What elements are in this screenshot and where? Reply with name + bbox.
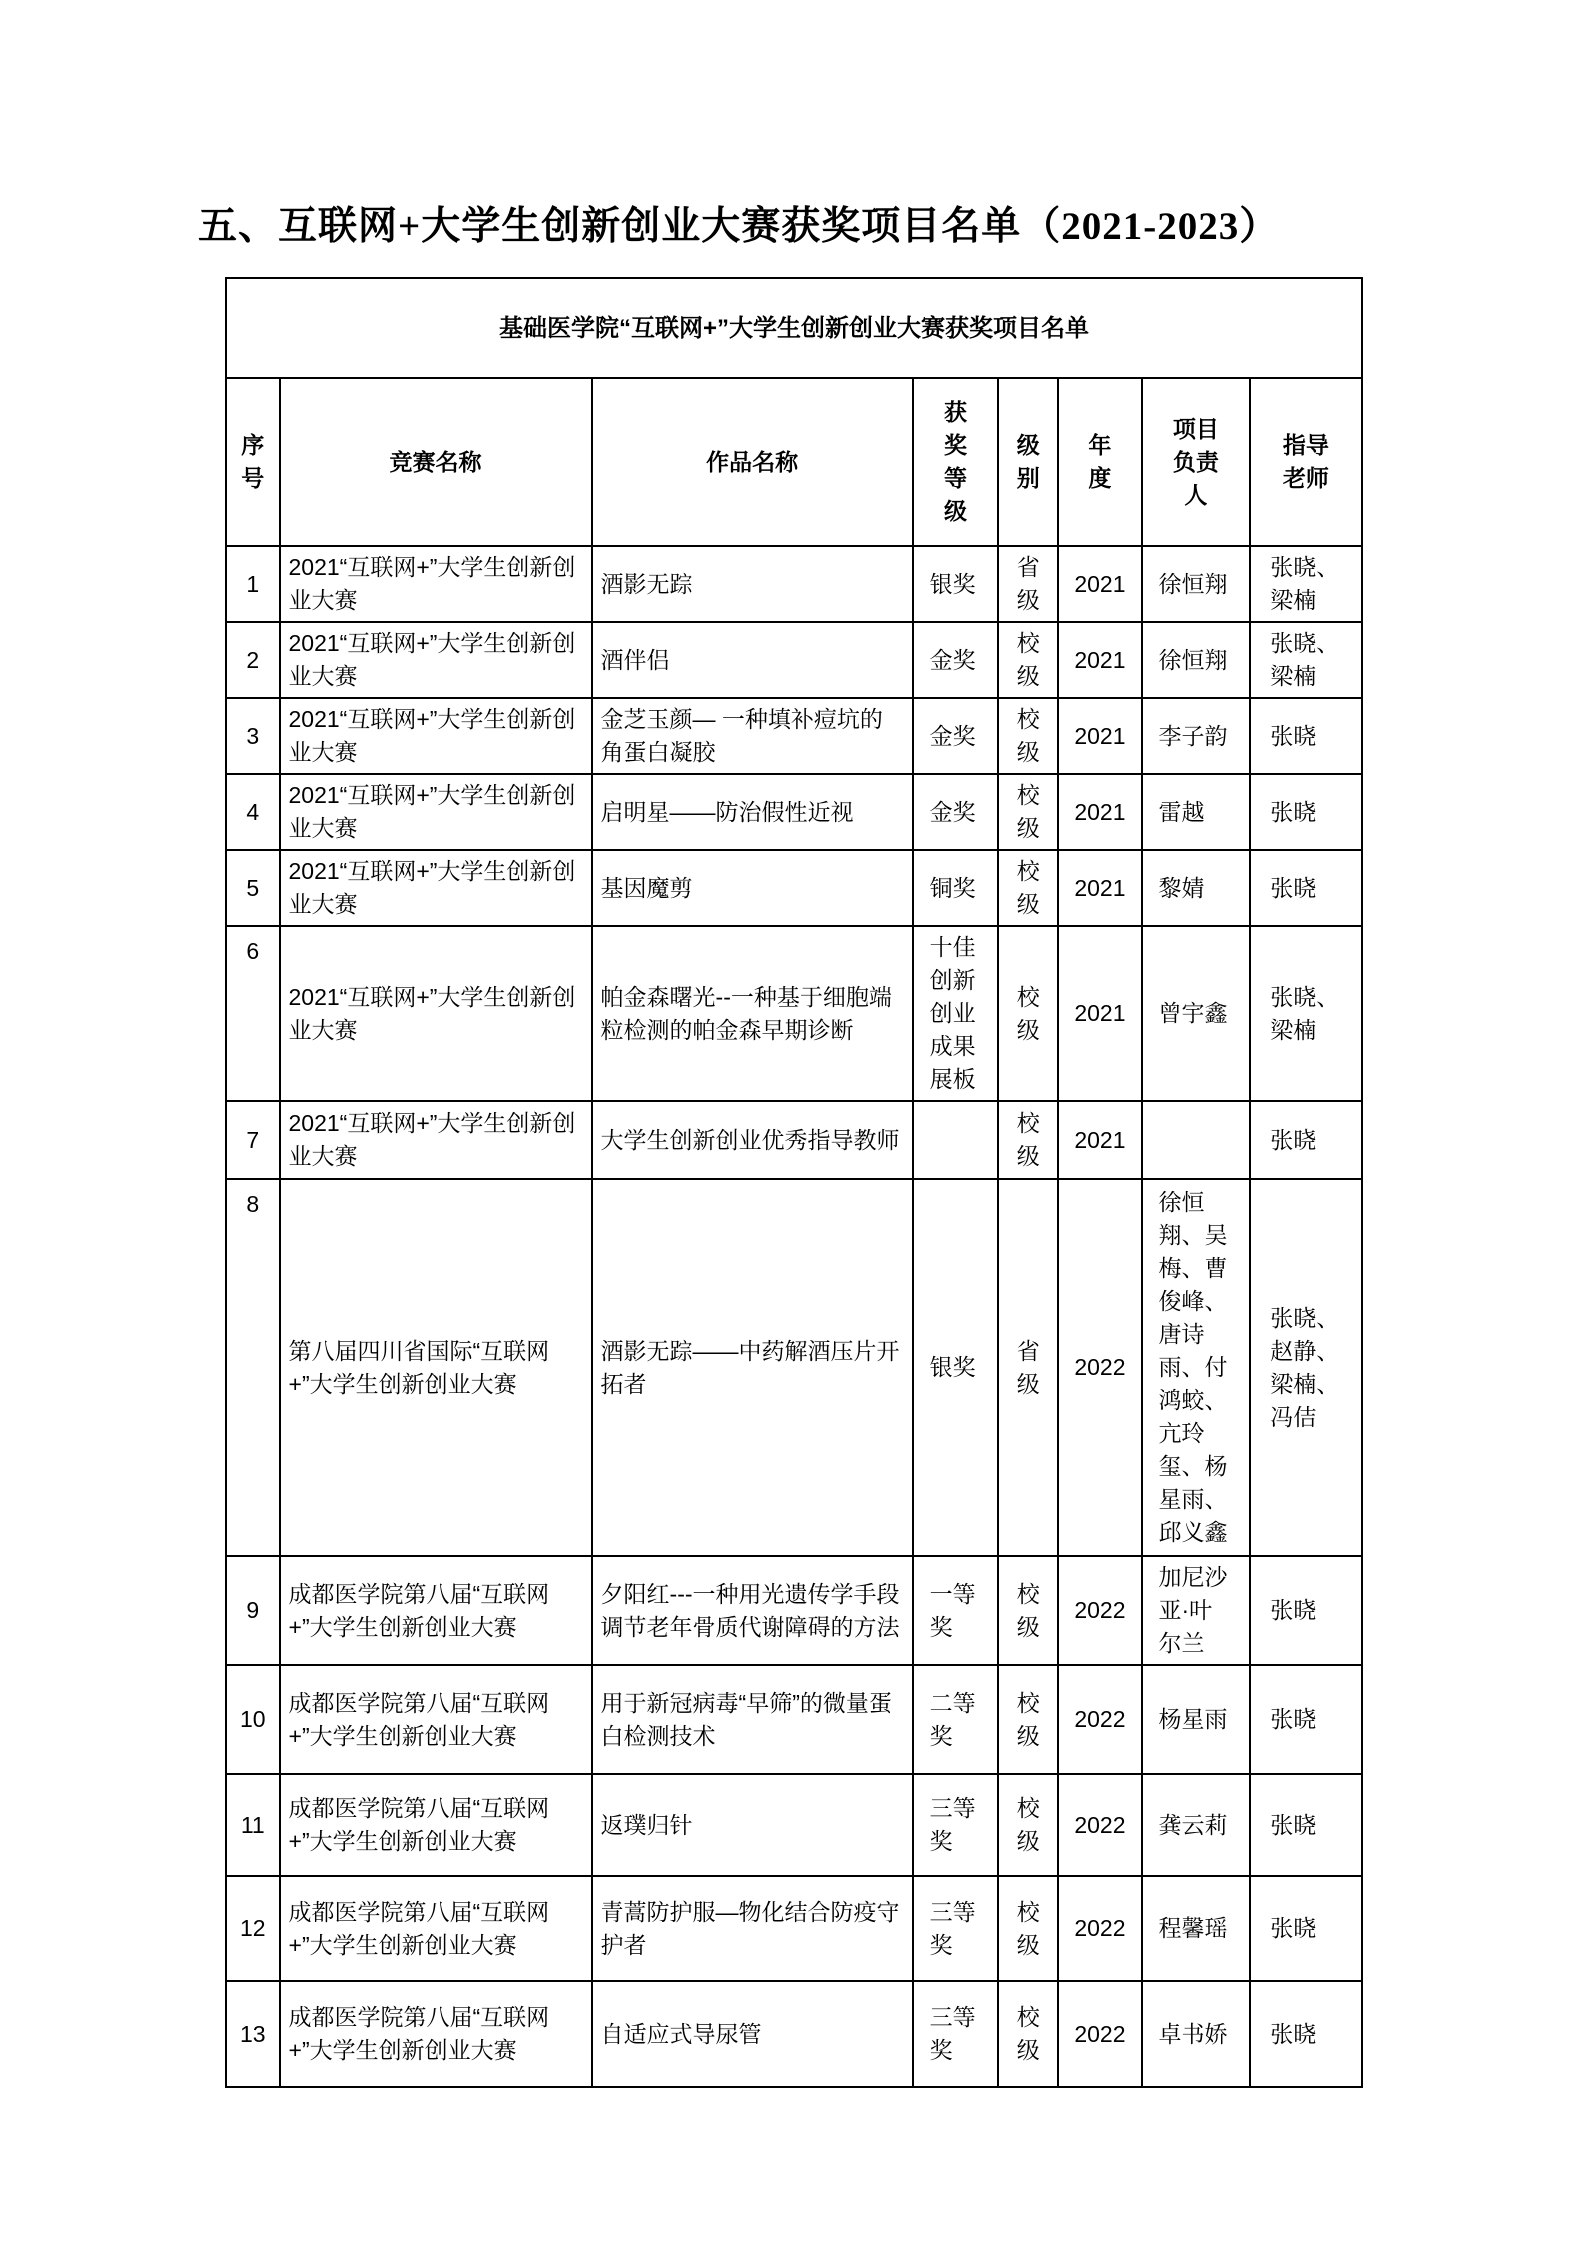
cell-competition: 成都医学院第八届“互联网+”大学生创新创业大赛 [280,1556,592,1665]
table-row [226,622,1362,698]
cell-serial: 6 [226,926,280,1101]
cell-leader: 徐恒翔 [1142,546,1250,622]
col-header-serial: 序号 [226,378,280,546]
col-header-award: 获奖等级 [913,378,999,546]
cell-year: 2022 [1058,1876,1142,1981]
table-caption-row [226,278,1362,378]
table-header-row [226,378,1362,546]
cell-award: 金奖 [913,698,999,774]
cell-work: 酒影无踪 [592,546,913,622]
cell-work: 酒影无踪——中药解酒压片开拓者 [592,1179,913,1556]
cell-teacher: 张晓 [1250,1774,1362,1876]
cell-serial: 1 [226,546,280,622]
cell-serial: 2 [226,622,280,698]
col-header-competition: 竞赛名称 [280,378,592,546]
cell-teacher: 张晓 [1250,698,1362,774]
cell-level: 校级 [998,850,1058,926]
cell-award: 三等奖 [913,1876,999,1981]
cell-level: 省级 [998,546,1058,622]
table-row [226,546,1362,622]
cell-work: 大学生创新创业优秀指导教师 [592,1101,913,1179]
cell-level: 校级 [998,698,1058,774]
cell-award: 银奖 [913,546,999,622]
table-row [226,698,1362,774]
cell-serial: 5 [226,850,280,926]
cell-teacher: 张晓、赵静、梁楠、冯佶 [1250,1179,1362,1556]
cell-leader: 龚云莉 [1142,1774,1250,1876]
cell-level: 校级 [998,774,1058,850]
table-row [226,1981,1362,2087]
cell-level: 校级 [998,1876,1058,1981]
cell-award: 银奖 [913,1179,999,1556]
cell-work: 帕金森曙光--一种基于细胞端粒检测的帕金森早期诊断 [592,926,913,1101]
cell-serial: 8 [226,1179,280,1556]
cell-teacher: 张晓 [1250,1101,1362,1179]
cell-serial: 12 [226,1876,280,1981]
cell-work: 用于新冠病毒“早筛”的微量蛋白检测技术 [592,1665,913,1774]
cell-award: 三等奖 [913,1774,999,1876]
cell-award: 三等奖 [913,1981,999,2087]
cell-competition: 第八届四川省国际“互联网+”大学生创新创业大赛 [280,1179,592,1556]
col-header-teacher: 指导老师 [1250,378,1362,546]
cell-leader [1142,1101,1250,1179]
table-row [226,1665,1362,1774]
cell-teacher: 张晓 [1250,1665,1362,1774]
cell-year: 2021 [1058,926,1142,1101]
cell-work: 返璞归针 [592,1774,913,1876]
cell-year: 2022 [1058,1981,1142,2087]
cell-leader: 曾宇鑫 [1142,926,1250,1101]
table-row [226,926,1362,1101]
cell-teacher: 张晓 [1250,774,1362,850]
cell-competition: 成都医学院第八届“互联网+”大学生创新创业大赛 [280,1665,592,1774]
cell-leader: 程馨瑶 [1142,1876,1250,1981]
cell-competition: 2021“互联网+”大学生创新创业大赛 [280,546,592,622]
cell-work: 自适应式导尿管 [592,1981,913,2087]
cell-competition: 成都医学院第八届“互联网+”大学生创新创业大赛 [280,1774,592,1876]
cell-work: 青蒿防护服—物化结合防疫守护者 [592,1876,913,1981]
cell-level: 校级 [998,926,1058,1101]
cell-award: 二等奖 [913,1665,999,1774]
cell-competition: 成都医学院第八届“互联网+”大学生创新创业大赛 [280,1876,592,1981]
cell-level: 校级 [998,1556,1058,1665]
cell-teacher: 张晓、梁楠 [1250,926,1362,1101]
cell-year: 2022 [1058,1774,1142,1876]
table-row [226,774,1362,850]
cell-teacher: 张晓 [1250,1556,1362,1665]
cell-leader: 雷越 [1142,774,1250,850]
cell-award: 金奖 [913,774,999,850]
table-row [226,1101,1362,1179]
cell-level: 校级 [998,1774,1058,1876]
col-header-work: 作品名称 [592,378,913,546]
cell-competition: 成都医学院第八届“互联网+”大学生创新创业大赛 [280,1981,592,2087]
cell-leader: 徐恒翔、吴梅、曹俊峰、唐诗雨、付鸿蛟、亢玲玺、杨星雨、邱义鑫 [1142,1179,1250,1556]
cell-competition: 2021“互联网+”大学生创新创业大赛 [280,698,592,774]
table-row [226,1876,1362,1981]
table-caption: 基础医学院“互联网+”大学生创新创业大赛获奖项目名单 [498,314,1089,342]
cell-year: 2021 [1058,850,1142,926]
cell-serial: 13 [226,1981,280,2087]
cell-work: 基因魔剪 [592,850,913,926]
cell-leader: 黎婧 [1142,850,1250,926]
cell-year: 2021 [1058,774,1142,850]
col-header-leader: 项目负责人 [1142,378,1250,546]
table-row [226,1774,1362,1876]
awards-table [225,277,1363,2088]
col-header-level: 级别 [998,378,1058,546]
cell-award: 十佳创新创业成果展板 [913,926,999,1101]
cell-award [913,1101,999,1179]
cell-leader: 徐恒翔 [1142,622,1250,698]
table-row [226,1556,1362,1665]
cell-work: 酒伴侣 [592,622,913,698]
cell-teacher: 张晓、梁楠 [1250,546,1362,622]
cell-level: 校级 [998,1665,1058,1774]
cell-level: 省级 [998,1179,1058,1556]
cell-teacher: 张晓 [1250,1876,1362,1981]
cell-leader: 杨星雨 [1142,1665,1250,1774]
cell-competition: 2021“互联网+”大学生创新创业大赛 [280,926,592,1101]
cell-year: 2021 [1058,1101,1142,1179]
cell-serial: 4 [226,774,280,850]
cell-leader: 加尼沙亚·叶尔兰 [1142,1556,1250,1665]
cell-competition: 2021“互联网+”大学生创新创业大赛 [280,850,592,926]
cell-award: 金奖 [913,622,999,698]
cell-level: 校级 [998,1981,1058,2087]
cell-work: 启明星——防治假性近视 [592,774,913,850]
table-caption-cell [226,278,1362,378]
cell-serial: 3 [226,698,280,774]
cell-year: 2021 [1058,546,1142,622]
cell-year: 2021 [1058,622,1142,698]
table-row [226,1179,1362,1556]
cell-teacher: 张晓 [1250,1981,1362,2087]
cell-leader: 卓书娇 [1142,1981,1250,2087]
cell-teacher: 张晓 [1250,850,1362,926]
cell-award: 铜奖 [913,850,999,926]
cell-competition: 2021“互联网+”大学生创新创业大赛 [280,774,592,850]
cell-level: 校级 [998,1101,1058,1179]
cell-serial: 10 [226,1665,280,1774]
table-row [226,850,1362,926]
cell-serial: 9 [226,1556,280,1665]
cell-competition: 2021“互联网+”大学生创新创业大赛 [280,622,592,698]
cell-year: 2021 [1058,698,1142,774]
cell-leader: 李子韵 [1142,698,1250,774]
page-title: 五、互联网+大学生创新创业大赛获奖项目名单（2021-2023） [198,205,1280,248]
cell-work: 夕阳红---一种用光遗传学手段调节老年骨质代谢障碍的方法 [592,1556,913,1665]
cell-teacher: 张晓、梁楠 [1250,622,1362,698]
cell-serial: 7 [226,1101,280,1179]
cell-year: 2022 [1058,1556,1142,1665]
cell-serial: 11 [226,1774,280,1876]
cell-competition: 2021“互联网+”大学生创新创业大赛 [280,1101,592,1179]
cell-work: 金芝玉颜— 一种填补痘坑的角蛋白凝胶 [592,698,913,774]
cell-award: 一等奖 [913,1556,999,1665]
cell-level: 校级 [998,622,1058,698]
cell-year: 2022 [1058,1665,1142,1774]
cell-year: 2022 [1058,1179,1142,1556]
col-header-year: 年度 [1058,378,1142,546]
